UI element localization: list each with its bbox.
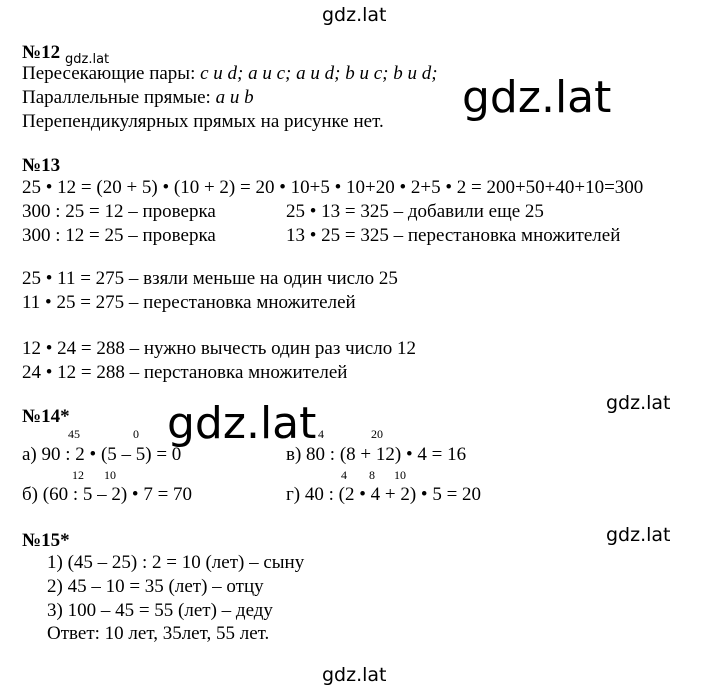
watermark-right-1: gdz.lat — [606, 392, 671, 414]
task13-line: 25 • 12 = (20 + 5) • (10 + 2) = 20 • 10+5 • 10+20 • 2+5 • 2 = 200+50+40+10=300 — [22, 177, 644, 198]
task13-line: 13 • 25 = 325 – перестановка множителей — [286, 225, 621, 246]
task15-line: 2) 45 – 10 = 35 (лет) – отцу — [47, 576, 264, 597]
task12-line-2-value: a и b — [215, 87, 254, 108]
task13-heading: №13 — [22, 155, 61, 176]
task13-line: 300 : 12 = 25 – проверка — [22, 225, 216, 246]
task14-b-sup-2: 10 — [104, 468, 116, 482]
watermark-tiny: gdz.lat — [65, 52, 110, 67]
task14-b: б) (60 : 5 – 2) • 7 = 70 — [22, 484, 193, 505]
task14-v-sup-2: 20 — [371, 427, 383, 441]
task14-a-sup-1: 45 — [68, 427, 80, 441]
task15-heading: №15* — [22, 530, 70, 551]
task14-a: а) 90 : 2 • (5 – 5) = 0 — [22, 444, 182, 465]
task12-heading: №12 — [22, 42, 61, 63]
task14-a-sup-2: 0 — [133, 427, 139, 441]
task14-b-sup-1: 12 — [72, 468, 84, 482]
task13-line: 300 : 25 = 12 – проверка — [22, 201, 216, 222]
task15-line: 1) (45 – 25) : 2 = 10 (лет) – сыну — [47, 552, 305, 573]
task12-line-1-value: c и d; a и c; a и d; b и c; b и d; — [200, 63, 438, 84]
task12-line-2 — [22, 87, 254, 109]
task14-v-sup-1: 4 — [318, 427, 324, 441]
task14-g-sup-3: 10 — [394, 468, 406, 482]
watermark-top: gdz.lat — [322, 4, 387, 26]
task12-line-2-label: Параллельные прямые: — [22, 87, 216, 108]
task13-line: 12 • 24 = 288 – нужно вычесть один раз число 12 — [22, 338, 416, 359]
task14-g: г) 40 : (2 • 4 + 2) • 5 = 20 — [286, 484, 482, 505]
task12-line-3: Перепендикулярных прямых на рисунке нет. — [22, 111, 384, 132]
watermark-bottom: gdz.lat — [322, 664, 387, 686]
task13-line: 25 • 13 = 325 – добавили еще 25 — [286, 201, 544, 222]
task14-g-sup-2: 8 — [369, 468, 375, 482]
watermark-right-2: gdz.lat — [606, 524, 671, 546]
task15-line: 3) 100 – 45 = 55 (лет) – деду — [47, 600, 273, 621]
task12-line-1 — [22, 63, 438, 85]
watermark-big-1: gdz.lat — [462, 72, 612, 123]
task15-answer: Ответ: 10 лет, 35лет, 55 лет. — [47, 623, 270, 644]
task14-v: в) 80 : (8 + 12) • 4 = 16 — [286, 444, 467, 465]
task12-line-1-label: Пересекающие пары: — [22, 63, 201, 84]
task14-g-sup-1: 4 — [341, 468, 347, 482]
task14-heading: №14* — [22, 406, 70, 427]
task13-line: 24 • 12 = 288 – перстановка множителей — [22, 362, 348, 383]
task13-line: 11 • 25 = 275 – перестановка множителей — [22, 292, 356, 313]
watermark-big-2: gdz.lat — [167, 398, 317, 449]
task13-line: 25 • 11 = 275 – взяли меньше на один число 25 — [22, 268, 398, 289]
